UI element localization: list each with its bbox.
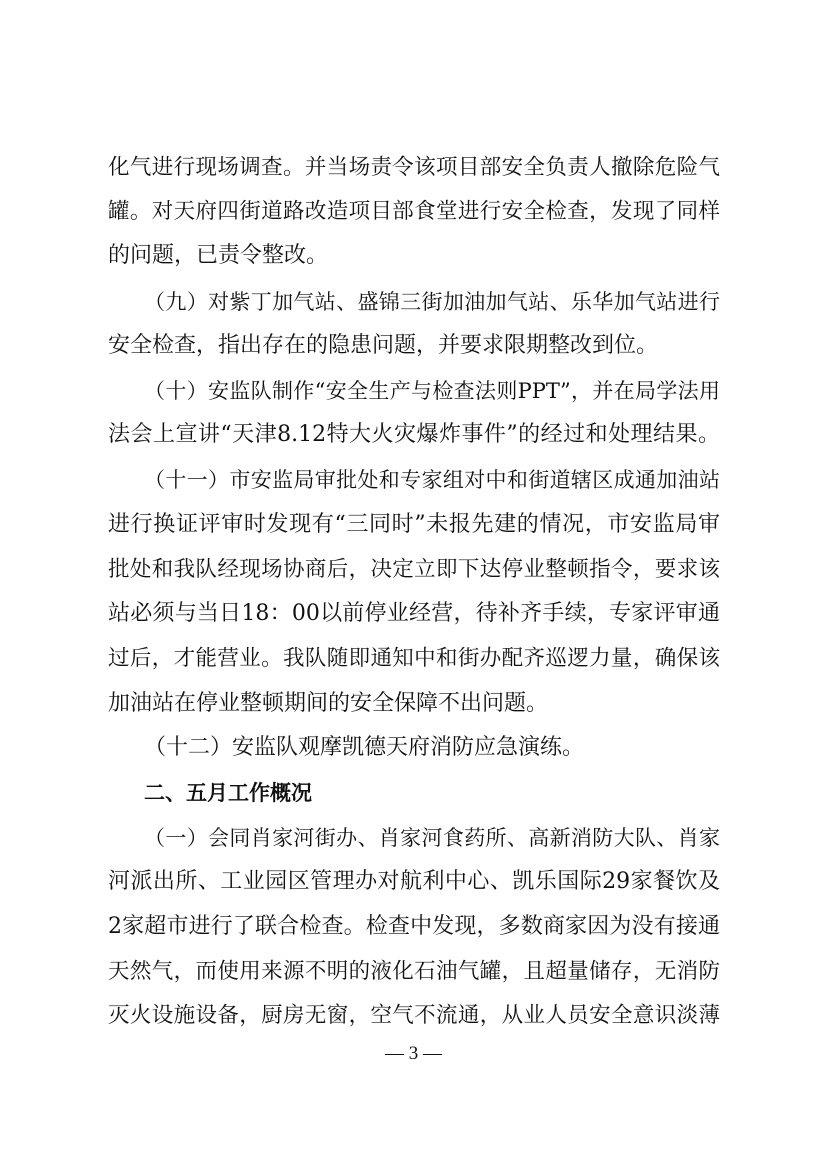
body-line-7: 法会上宣讲“天津8.12特大火灾爆炸事件”的经过和处理结果。	[108, 422, 720, 447]
body-line-13: 加油站在停业整顿期间的安全保障不出问题。	[108, 691, 549, 716]
section-heading: 二、五月工作概况	[144, 781, 312, 805]
body-line-12: 过后，才能营业。我队随即通知中和街办配齐巡逻力量，确保该	[108, 646, 720, 671]
body-line-17: 河派出所、工业园区管理办对航利中心、凯乐国际29家餐饮及	[108, 869, 720, 894]
page-number: — 3 —	[385, 1043, 442, 1064]
body-line-4: （九）对紫丁加气站、盛锦三街加油加气站、乐华加气站进行	[144, 290, 720, 314]
body-line-9: 进行换证评审时发现有“三同时”未报先建的情况，市安监局审	[108, 512, 720, 537]
body-line-11: 站必须与当日18：00以前停业经营，待补齐手续，专家评审通	[108, 601, 720, 626]
body-line-3: 的问题，已责令整改。	[108, 243, 329, 268]
body-line-8: （十一）市安监局审批处和专家组对中和街道辖区成通加油站	[144, 468, 720, 492]
body-line-1: 化气进行现场调查。并当场责令该项目部安全负责人撤除危险气	[108, 155, 720, 180]
body-line-20: 灭火设施设备，厨房无窗，空气不流通，从业人员安全意识淡薄	[108, 1003, 720, 1028]
body-line-18: 2家超市进行了联合检查。检查中发现，多数商家因为没有接通	[108, 914, 720, 939]
body-line-5: 安全检查，指出存在的隐患问题，并要求限期整改到位。	[108, 333, 659, 358]
body-line-2: 罐。对天府四街道路改造项目部食堂进行安全检查，发现了同样	[108, 199, 720, 224]
body-line-16: （一）会同肖家河街办、肖家河食药所、高新消防大队、肖家	[144, 826, 720, 850]
body-line-14: （十二）安监队观摩凯德天府消防应急演练。	[144, 735, 585, 760]
body-line-6: （十）安监队制作“安全生产与检查法则PPT”，并在局学法用	[144, 379, 720, 403]
body-line-19: 天然气，而使用来源不明的液化石油气罐，且超量储存，无消防	[108, 959, 720, 984]
body-line-10: 批处和我队经现场协商后，决定立即下达停业整顿指令，要求该	[108, 557, 720, 582]
